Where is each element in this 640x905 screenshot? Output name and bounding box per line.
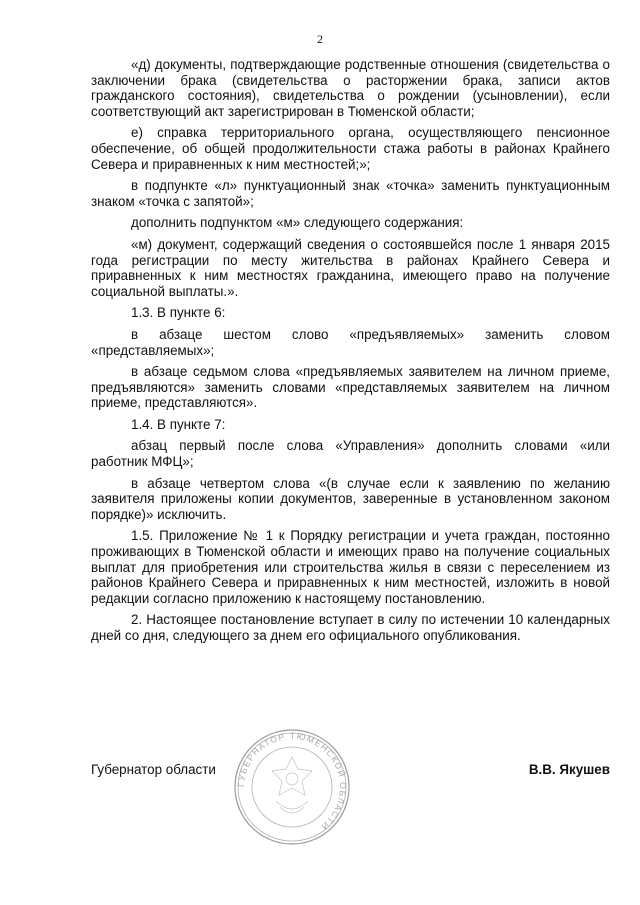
paragraph: 2. Настоящее постановление вступает в силу по истечении 10 календарных дней со дня, следующего за днем его официального опубликования.	[91, 612, 610, 643]
signature-row	[91, 762, 610, 784]
document-body	[91, 57, 610, 650]
paragraph: в абзаце четвертом слова «(в случае если к заявлению по желанию заявителя приложены копии документов, заверенные в установленном законом порядке)» исключить.	[91, 475, 610, 522]
paragraph: в абзаце шестом слово «предъявляемых» заменить словом «представляемых»;	[91, 326, 610, 358]
signer-position: Губернатор области	[91, 762, 216, 777]
page-number: 2	[317, 32, 323, 46]
paragraph: 1.3. В пункте 6:	[131, 305, 226, 321]
official-seal-icon	[232, 727, 352, 847]
paragraph: абзац первый после слова «Управления» дополнить словами «или работник МФЦ»;	[91, 438, 610, 470]
paragraph: в абзаце седьмом слова «предъявляемых заявителем на личном приеме, предъявляются» заменить словами «представляемых заявителем на личном приеме, представляются».	[91, 364, 610, 411]
paragraph: «д) документы, подтверждающие родственные отношения (свидетельства о заключении брака (свидетельства о расторжении брака, записи актов гражданского состояния), свидетельства о рождении (усыновлении), если соответствующий акт зарегистрирован в Тюменской области;	[91, 57, 610, 119]
paragraph: дополнить подпунктом «м» следующего содержания:	[131, 215, 464, 231]
paragraph: «м) документ, содержащий сведения о состоявшейся после 1 января 2015 года регистрации по месту жительства в районах Крайнего Севера и приравненных к ним местностях гражданина, имеющего право на получение социальной выплаты.».	[91, 236, 610, 299]
paragraph: 1.4. В пункте 7:	[131, 416, 226, 432]
paragraph: 1.5. Приложение № 1 к Порядку регистрации и учета граждан, постоянно проживающих в Тюменской области и имеющих право на получение социальных выплат для приобретения или строительства жилья в связи с переселением из районов Крайнего Севера и приравненных к ним местностей, изложить в новой редакции согласно приложению к настоящему постановлению.	[91, 528, 610, 606]
paragraph: е) справка территориального органа, осуществляющего пенсионное обеспечение, об общей продолжительности стажа работы в районах Крайнего Севера и приравненных к ним местностей;»;	[91, 125, 610, 172]
signer-name: В.В. Якушев	[528, 762, 610, 777]
paragraph: в подпункте «л» пунктуационный знак «точка» заменить пунктуационным знаком «точка с запятой»;	[91, 178, 610, 209]
seal-text: ГУБЕРНАТОР ТЮМЕНСКОЙ ОБЛАСТИ	[235, 730, 349, 833]
